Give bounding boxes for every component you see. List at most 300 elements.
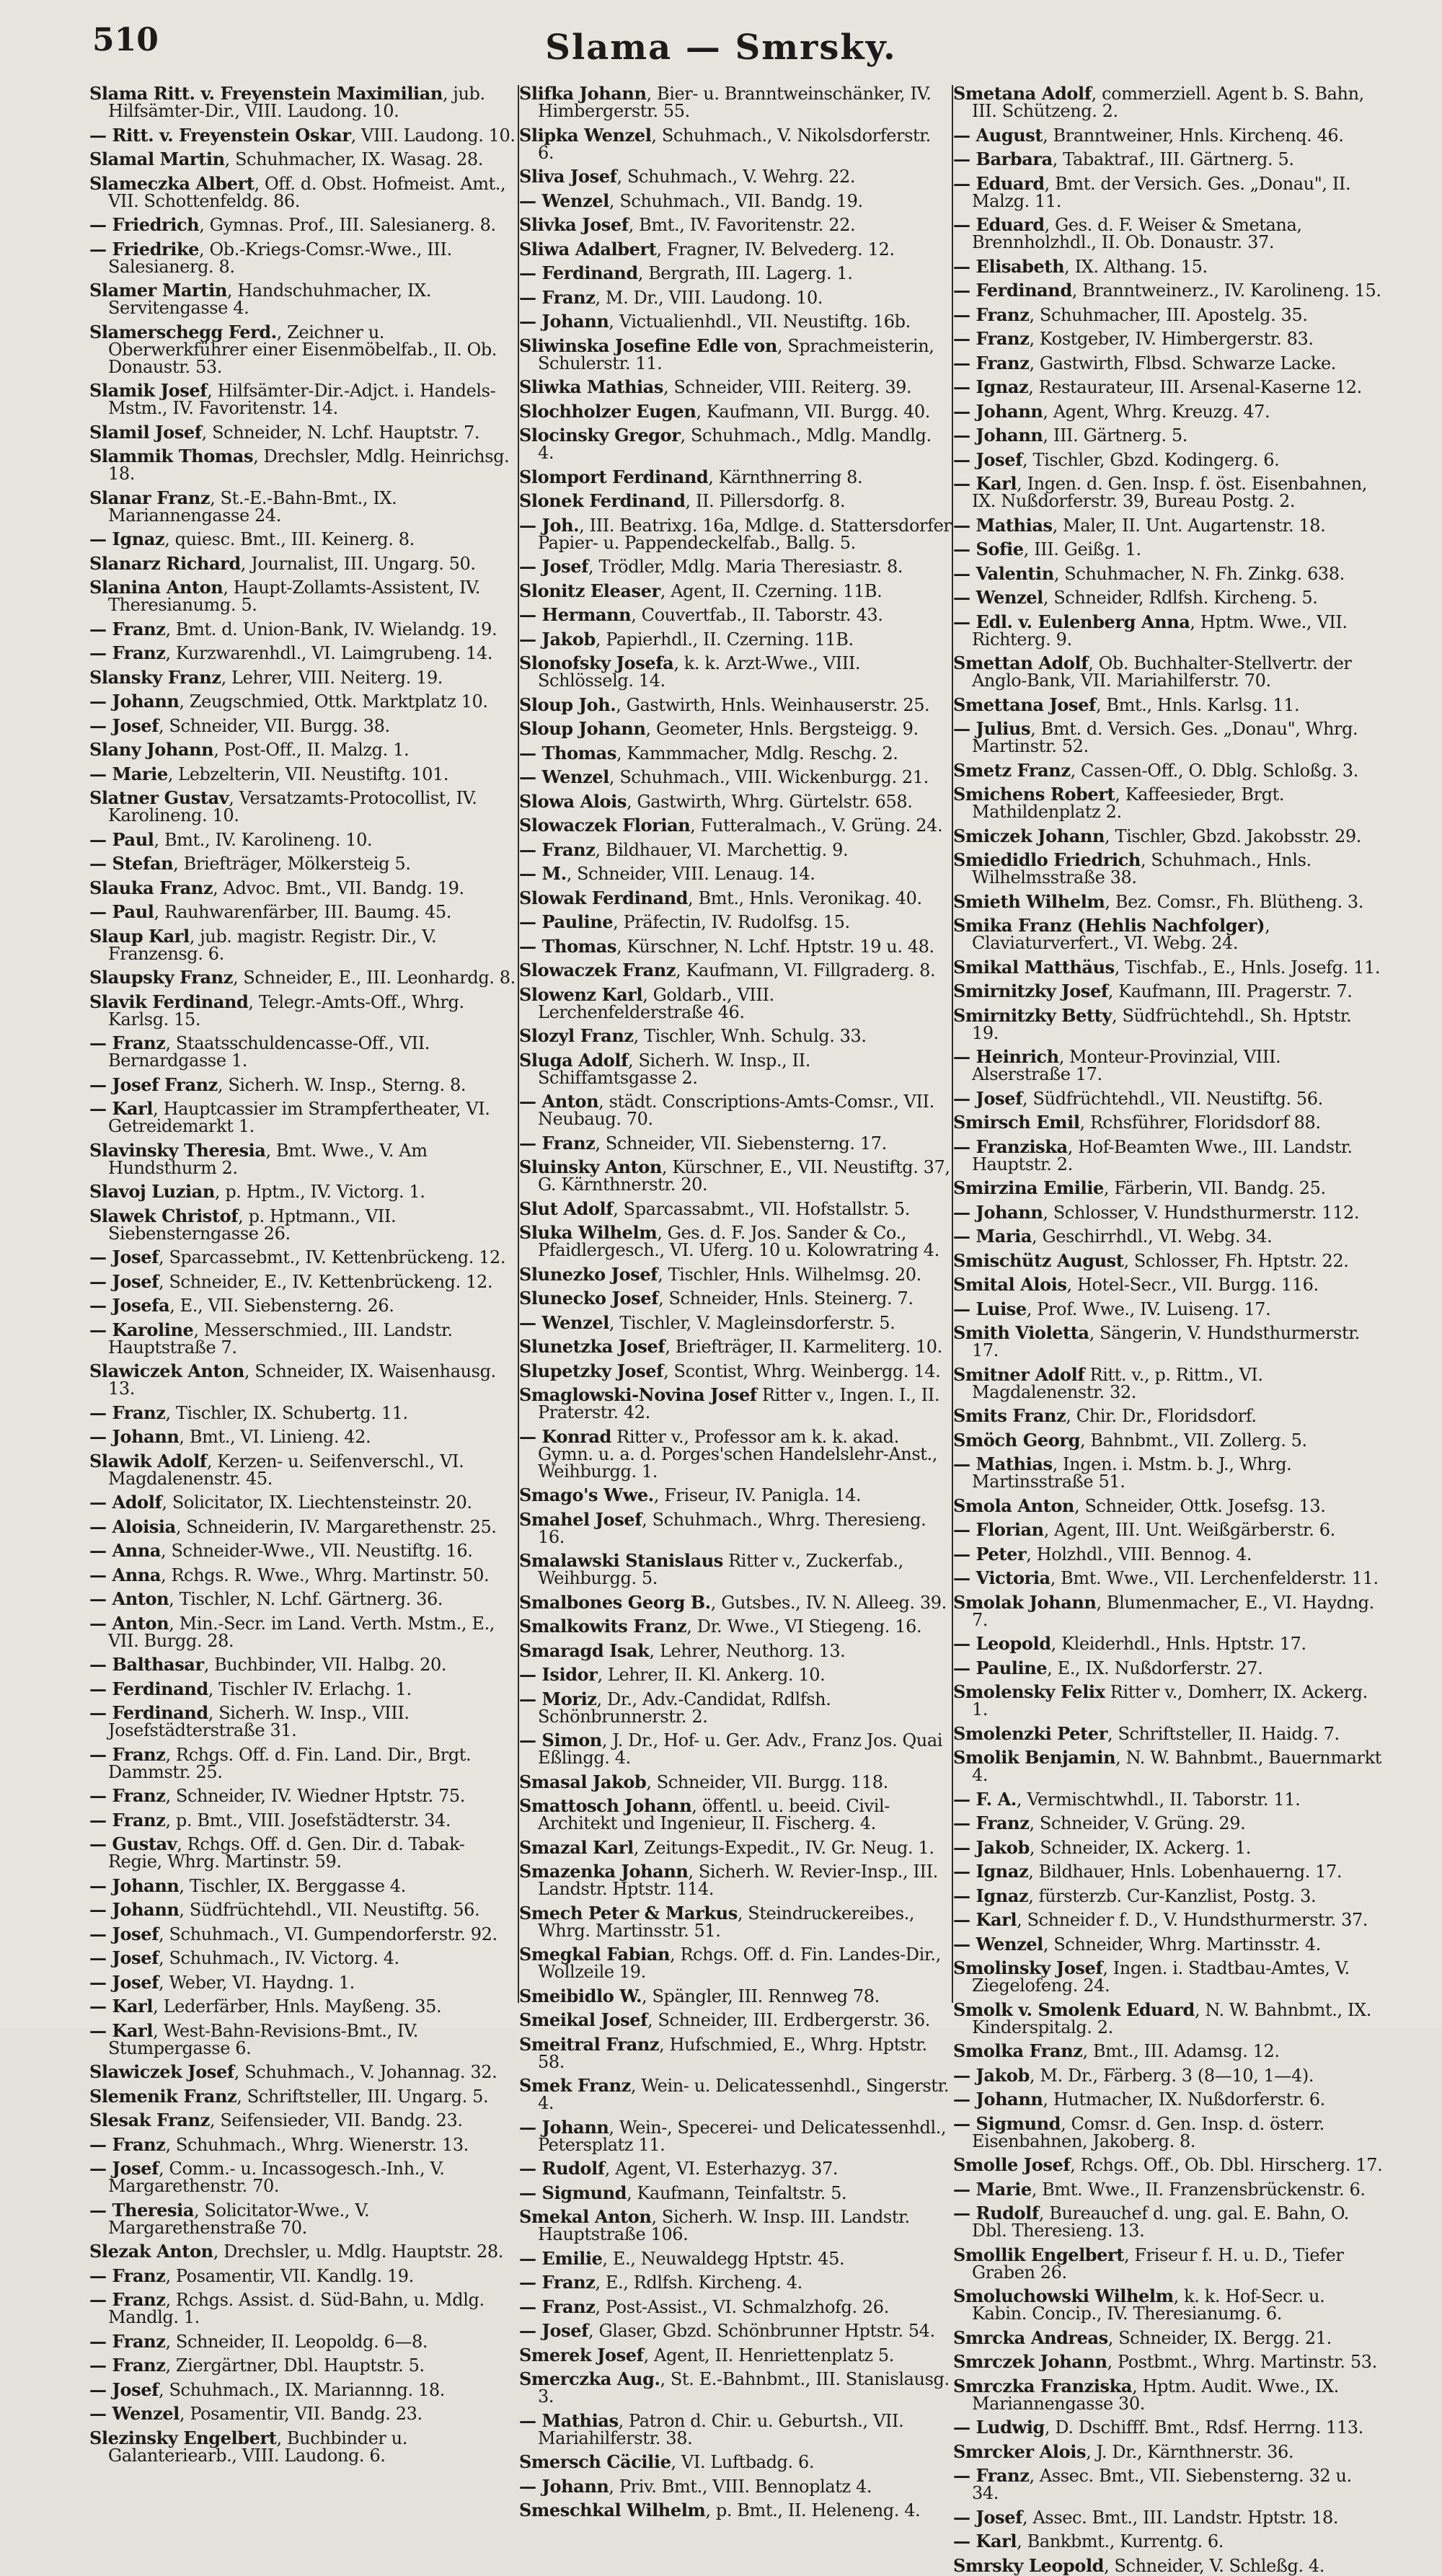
- entry-details: , Rchsführer, Floridsdorf 88.: [1079, 1112, 1321, 1133]
- entry-name: — Karl: [89, 2019, 154, 2041]
- directory-entry: [519, 913, 952, 931]
- directory-entry: [953, 1276, 1383, 1293]
- entry-details: , J. Dr., Hof- u. Ger. Adv., Franz Jos. Quai Eßlingg. 4.: [538, 1730, 943, 1768]
- entry-name: — Rudolf: [519, 2158, 605, 2179]
- entry-details: , Solicitator, IX. Liechtensteinstr. 20.: [162, 1492, 472, 1513]
- entry-details: , Kaufmann, III. Pragerstr. 7.: [1107, 981, 1353, 1001]
- directory-entry: [89, 1877, 516, 1895]
- entry-name: — Anton: [89, 1588, 169, 1609]
- directory-entry: [519, 1093, 952, 1128]
- directory-entry: [953, 562, 1383, 584]
- directory-entry: [519, 1985, 952, 2006]
- entry-details: , Schneider, E., IV. Kettenbrückeng. 12.: [159, 1271, 493, 1292]
- entry-name: — Josef Franz: [89, 1074, 218, 1095]
- entry-name: — F. A.: [953, 1788, 1017, 1810]
- entry-name: — Ferdinand: [519, 262, 638, 283]
- entry-details: , Schuhmach., VI. Gumpendorferstr. 92.: [159, 1924, 497, 1944]
- directory-entry: [89, 2427, 516, 2466]
- entry-details: , Rchgs. Off., Ob. Dbl. Hirscherg. 17.: [1070, 2155, 1383, 2175]
- directory-entry: [89, 855, 516, 872]
- directory-entry: [89, 1205, 516, 1244]
- entry-name: Slanina Anton: [89, 577, 224, 598]
- directory-entry: [953, 1863, 1383, 1880]
- entry-details: , Sicherh. W. Insp., VIII. Josefstädterstraße 31.: [108, 1703, 410, 1740]
- directory-entry: [953, 2091, 1383, 2108]
- directory-entry: [519, 1666, 952, 1683]
- directory-entry: [89, 828, 516, 850]
- directory-entry: [953, 1635, 1383, 1652]
- entry-details: , Blumenmacher, E., VI. Haydng. 7.: [972, 1592, 1374, 1630]
- entry-name: Slanarz Richard: [89, 552, 241, 574]
- directory-entry: [89, 321, 516, 377]
- entry-details: , Schuhmach., V. Johannag. 32.: [234, 2062, 497, 2082]
- entry-name: Slameczka Albert: [89, 172, 255, 194]
- entry-details: , Schneider, II. Leopoldg. 6—8.: [165, 2331, 428, 2352]
- entry-name: — Friedrich: [89, 214, 200, 235]
- directory-entry: [519, 1902, 952, 1941]
- entry-details: , Friseur, IV. Panigla. 14.: [653, 1485, 862, 1505]
- entry-name: Slezak Anton: [89, 2241, 213, 2262]
- entry-details: , Bmt. d. Versich. Ges. „Donau", Whrg. Martinstr. 52.: [972, 719, 1358, 756]
- entry-name: — Pauline: [519, 911, 614, 932]
- entry-details: , Rchgs. R. Wwe., Whrg. Martinstr. 50.: [161, 1564, 490, 1585]
- entry-details: , Claviaturverfert., VI. Webg. 24.: [972, 916, 1270, 953]
- directory-entry: [89, 1139, 516, 1178]
- entry-details: , VI. Luftbadg. 6.: [671, 2452, 815, 2472]
- entry-details: , Briefträger, Mölkersteig 5.: [173, 854, 411, 874]
- entry-details: , Schneider, VII. Burgg. 38.: [159, 715, 390, 736]
- directory-entry: [953, 2205, 1383, 2239]
- directory-entry: [953, 2178, 1383, 2200]
- entry-details: , Briefträger, II. Karmeliterg. 10.: [665, 1337, 942, 1357]
- entry-details: , p. Hptm., IV. Victorg. 1.: [214, 1182, 425, 1202]
- directory-entry: [89, 1949, 516, 1967]
- entry-details: , Steindruckereibes., Whrg. Martinsstr. 51.: [538, 1903, 915, 1941]
- directory-entry: [953, 282, 1383, 299]
- entry-name: — Emilie: [519, 2247, 603, 2269]
- entry-name: Smalbones Georg B.: [519, 1591, 711, 1613]
- entry-name: Smrczka Franziska: [953, 2375, 1133, 2396]
- entry-name: Slowak Ferdinand: [519, 887, 689, 908]
- entry-name: — Florian: [953, 1519, 1044, 1540]
- entry-details: , Ingen. i. Stadtbau-Amtes, V. Ziegelofeng. 24.: [972, 1958, 1350, 1996]
- directory-entry: [953, 2506, 1383, 2528]
- entry-details: , Postbmt., Whrg. Martinstr. 53.: [1107, 2352, 1377, 2372]
- entry-details: , Comsr. d. Gen. Insp. d. österr. Eisenbahnen, Jakoberg. 8.: [972, 2113, 1324, 2151]
- entry-name: Slocinsky Gregor: [519, 425, 681, 446]
- entry-name: — Karoline: [89, 1319, 194, 1340]
- entry-name: Smettan Adolf: [953, 652, 1089, 673]
- directory-entry: [89, 903, 516, 921]
- directory-entry: [89, 618, 516, 639]
- directory-entry: [89, 1998, 516, 2015]
- entry-name: — Franz: [519, 838, 596, 860]
- entry-name: Slavinsky Theresia: [89, 1139, 266, 1161]
- directory-entry: [89, 1787, 516, 1805]
- directory-entry: [519, 1797, 952, 1832]
- entry-details: , Schneider f. D., V. Hundsthurmerstr. 37.: [1017, 1910, 1368, 1930]
- directory-entry: [953, 2533, 1383, 2550]
- entry-name: Smith Violetta: [953, 1322, 1089, 1343]
- entry-details: , Bez. Comsr., Fh. Blütheng. 3.: [1105, 891, 1364, 912]
- entry-details: , Fragner, IV. Belvederg. 12.: [656, 239, 895, 260]
- entry-name: — Josef: [953, 2506, 1023, 2528]
- entry-name: Smöch Georg: [953, 1429, 1080, 1451]
- directory-entry: [89, 1743, 516, 1782]
- directory-entry: [519, 124, 952, 163]
- entry-details: , Bmt., Hnls. Veronikag. 40.: [688, 888, 922, 908]
- entry-name: Smettana Josef: [953, 694, 1096, 715]
- entry-details: , Gastwirth, Whrg. Gürtelstr. 658.: [627, 791, 913, 812]
- entry-name: — Josef: [89, 1270, 159, 1292]
- entry-name: Smago's Wwe.: [519, 1484, 654, 1505]
- entry-name: Slesak Franz: [89, 2110, 210, 2130]
- directory-entry: [519, 1360, 952, 1381]
- entry-name: — Mathias: [953, 1453, 1053, 1474]
- entry-details: , Wein- u. Delicatessenhdl., Singerstr. 4.: [538, 2076, 950, 2113]
- entry-name: Sliwinska Josefine Edle von: [519, 335, 777, 356]
- entry-details: , Zeitungs-Expedit., IV. Gr. Neug. 1.: [633, 1837, 934, 1858]
- directory-entry: [519, 85, 952, 120]
- directory-entry: [519, 628, 952, 650]
- directory-entry: [89, 1494, 516, 1511]
- directory-entry: [89, 877, 516, 898]
- entry-name: — Joh.: [519, 514, 580, 536]
- entry-name: — Johann: [89, 1426, 180, 1447]
- entry-name: — Stefan: [89, 853, 174, 874]
- entry-details: , Bergrath, III. Lagerg. 1.: [637, 263, 853, 283]
- entry-details: , Schneider, IX. Waisenhausg. 13.: [108, 1361, 496, 1399]
- directory-entry: [953, 1933, 1383, 1955]
- entry-name: Slama Ritt. v. Freyenstein Maximilian: [89, 83, 443, 104]
- directory-entry: [519, 1688, 952, 1727]
- entry-name: — Ignaz: [953, 376, 1029, 397]
- entry-details: Ritt. v., p. Rittm., VI. Magdalenenstr. 32.: [972, 1364, 1263, 1402]
- entry-details: , Dr. Wwe., VI Stiegeng. 16.: [686, 1616, 922, 1637]
- directory-entry: [89, 448, 516, 482]
- directory-entry: [953, 2112, 1383, 2151]
- directory-entry: [519, 580, 952, 601]
- entry-details: , Prof. Wwe., IV. Luiseng. 17.: [1026, 1298, 1271, 1319]
- entry-name: — Johann: [953, 400, 1043, 422]
- entry-name: — Eduard: [953, 172, 1045, 194]
- directory-entry: [519, 1484, 952, 1505]
- directory-entry: [519, 427, 952, 461]
- entry-name: — Josef: [953, 448, 1023, 470]
- entry-name: Smasal Jakob: [519, 1771, 647, 1792]
- entry-name: — Josef: [89, 1971, 159, 1993]
- entry-details: , Lehrer, II. Kl. Ankerg. 10.: [597, 1665, 826, 1685]
- directory-entry: [953, 216, 1383, 251]
- entry-name: — Maria: [953, 1226, 1032, 1247]
- directory-entry: [953, 1004, 1383, 1043]
- entry-details: Ritter v., Professor am k. k. akad. Gymn. u. a. d. Porges'schen Handelslehr-Anst., Weihburgg. 1.: [538, 1426, 937, 1482]
- entry-name: — Mathias: [953, 514, 1053, 536]
- entry-name: — Josefa: [89, 1295, 170, 1316]
- directory-entry: [519, 983, 952, 1022]
- entry-details: , Posamentir, VII. Kandlg. 19.: [165, 2265, 414, 2286]
- directory-entry: [953, 1407, 1383, 1425]
- directory-entry: [89, 2267, 516, 2285]
- entry-details: , Hufschmied, E., Whrg. Hptstr. 58.: [538, 2034, 927, 2072]
- directory-entry: [953, 1363, 1383, 1402]
- entry-name: — Karl: [89, 1996, 154, 2017]
- entry-name: Smeikal Josef: [519, 2009, 648, 2030]
- entry-name: Smeibidlo W.: [519, 1985, 642, 2006]
- entry-details: , Telegr.-Amts-Off., Whrg. Karlsg. 15.: [108, 991, 464, 1030]
- entry-name: — Barbara: [953, 149, 1053, 169]
- entry-name: — Eduard: [953, 214, 1045, 235]
- entry-details: , Sängerin, V. Hundsthurmerstr. 17.: [972, 1323, 1360, 1360]
- directory-entry: [519, 2344, 952, 2365]
- entry-details: , Rchgs. Off. d. Fin. Land. Dir., Brgt. Dammstr. 25.: [108, 1744, 472, 1782]
- directory-entry: [519, 1618, 952, 1635]
- entry-name: — Franz: [953, 352, 1030, 373]
- entry-details: , N. W. Bahnbmt., IX. Kinderspitalg. 2.: [972, 1999, 1371, 2037]
- entry-details: , Bmt. Wwe., VII. Lerchenfelderstr. 11.: [1050, 1568, 1379, 1588]
- entry-name: Slammik Thomas: [89, 446, 254, 466]
- entry-name: Slupetzky Josef: [519, 1360, 664, 1381]
- entry-name: — Johann: [89, 691, 180, 712]
- directory-entry: [89, 1809, 516, 1831]
- entry-name: — Anna: [89, 1564, 162, 1585]
- entry-name: — Franz: [89, 2355, 166, 2376]
- directory-entry: [89, 925, 516, 964]
- entry-details: , Kaffeesieder, Brgt. Mathildenplatz 2.: [972, 784, 1285, 822]
- entry-details: , Bmt., III. Adamsg. 12.: [1082, 2041, 1280, 2061]
- entry-details: , Schuhmach., Hnls. Wilhelmsstraße 38.: [972, 850, 1311, 888]
- entry-details: , Kerzen- u. Seifenverschl., VI. Magdalenenstr. 45.: [108, 1451, 464, 1489]
- entry-name: Smazenka Johann: [519, 1861, 689, 1882]
- directory-entry: [89, 1678, 516, 1699]
- directory-entry: [519, 400, 952, 422]
- entry-name: Slowaczek Florian: [519, 815, 691, 836]
- directory-entry: [953, 1201, 1383, 1223]
- entry-name: — Konrad: [519, 1425, 611, 1447]
- entry-details: , Solicitator-Wwe., V. Margarethenstraße 70.: [108, 2200, 370, 2238]
- entry-name: — Jakob: [519, 628, 596, 650]
- directory-entry: [953, 1138, 1383, 1173]
- directory-entry: [89, 666, 516, 688]
- directory-entry: [519, 492, 952, 510]
- entry-name: Smolik Benjamin: [953, 1747, 1116, 1768]
- directory-entry: [519, 2298, 952, 2316]
- directory-entry: [519, 1290, 952, 1307]
- entry-details: , Südfrüchtehdl., VII. Neustiftg. 56.: [1022, 1088, 1323, 1109]
- entry-name: — Wenzel: [519, 766, 609, 787]
- entry-details: , Sicherh. W. Revier-Insp., III. Landstr. Hptstr. 114.: [538, 1862, 938, 1899]
- entry-details: , Schneider, Whrg. Martinsstr. 4.: [1043, 1934, 1321, 1955]
- entry-name: — Josef: [519, 556, 589, 577]
- entry-details: , Ingen. d. Gen. Insp. f. öst. Eisenbahnen, IX. Nußdorferstr. 39, Bureau Postg. 2.: [972, 474, 1368, 511]
- entry-details: , M. Dr., Färberg. 3 (8—10, 1—4).: [1029, 2065, 1314, 2086]
- directory-entry: [89, 1100, 516, 1135]
- directory-entry: [953, 2554, 1383, 2576]
- entry-details: , Tischler, IX. Schubertg. 11.: [165, 1402, 408, 1423]
- entry-details: , Schuhmach., Mdlg. Mandlg. 4.: [538, 425, 932, 463]
- directory-entry: [89, 421, 516, 443]
- entry-details: , Handschuhmacher, IX. Servitengasse 4.: [108, 280, 431, 318]
- entry-details: , Trödler, Mdlg. Maria Theresiastr. 8.: [588, 557, 903, 577]
- entry-name: — Sigmund: [953, 2112, 1061, 2134]
- directory-entry: [953, 917, 1383, 952]
- entry-name: Slezinsky Engelbert: [89, 2427, 277, 2448]
- entry-name: Smaragd Isak: [519, 1639, 650, 1661]
- entry-details: , commerziell. Agent b. S. Bahn, III. Schützeng. 2.: [972, 84, 1364, 121]
- directory-entry: [89, 85, 516, 120]
- entry-name: — Franz: [519, 2296, 596, 2317]
- entry-details: , quiesc. Bmt., III. Keinerg. 8.: [164, 529, 415, 549]
- entry-details: , Schuhmach., VII. Bandg. 19.: [609, 190, 863, 211]
- entry-details: , Sicherh. W. Insp., Sterng. 8.: [217, 1074, 466, 1095]
- directory-entry: [953, 448, 1383, 470]
- entry-details: , Gastwirth, Flbsd. Schwarze Lacke.: [1029, 353, 1337, 373]
- directory-entry: [953, 1957, 1383, 1996]
- entry-details: , Bmt., IV. Favoritenstr. 22.: [628, 215, 856, 235]
- entry-details: , Kaufmann, VII. Burgg. 40.: [696, 401, 930, 422]
- directory-entry: [953, 652, 1383, 691]
- entry-name: — Josef: [519, 2320, 589, 2341]
- directory-entry: [953, 1657, 1383, 1678]
- entry-name: Smikal Matthäus: [953, 956, 1115, 978]
- directory-entry: [953, 151, 1383, 168]
- entry-details: , Schuhmach., Whrg. Wienerstr. 13.: [165, 2134, 469, 2155]
- entry-details: , Buchbinder u. Galanteriearb., VIII. Laudong. 6.: [108, 2427, 407, 2466]
- directory-entry: [519, 1946, 952, 1980]
- entry-details: , Schneider, IX. Ackerg. 1.: [1029, 1837, 1252, 1858]
- entry-name: — Franz: [953, 328, 1030, 349]
- entry-name: Slawiczek Josef: [89, 2061, 234, 2082]
- entry-name: Smeitral Franz: [519, 2033, 660, 2055]
- entry-name: Smaglowski-Novina Josef: [519, 1384, 757, 1405]
- entry-details: , Sparcassabmt., VII. Hofstallstr. 5.: [613, 1198, 910, 1219]
- directory-entry: [519, 962, 952, 979]
- entry-name: Smerek Josef: [519, 2344, 644, 2365]
- directory-entry: [519, 1863, 952, 1898]
- column-3: [953, 83, 1383, 2576]
- entry-details: , E., IX. Nußdorferstr. 27.: [1047, 1657, 1263, 1678]
- entry-details: , Messerschmied., III. Landstr. Hauptstraße 7.: [108, 1319, 453, 1358]
- entry-name: — Franz: [89, 1809, 166, 1831]
- entry-details: , Hilfsämter-Dir.-Adjct. i. Handels-Mstm., IV. Favoritenstr. 14.: [108, 381, 496, 418]
- directory-entry: [519, 2322, 952, 2340]
- directory-entry: [519, 1200, 952, 1218]
- directory-entry: [519, 1132, 952, 1154]
- entry-details: , Hauptcassier im Strampfertheater, VI. Getreidemarkt 1.: [108, 1099, 490, 1136]
- entry-details: , Färberin, VII. Bandg. 25.: [1103, 1178, 1326, 1198]
- entry-name: — Johann: [953, 425, 1043, 446]
- entry-details: , Geschirrhdl., VI. Webg. 34.: [1032, 1226, 1273, 1247]
- entry-name: — Leopold: [953, 1633, 1051, 1654]
- entry-name: — Anna: [89, 1540, 162, 1561]
- entry-details: , J. Dr., Kärnthnerstr. 36.: [1086, 2441, 1294, 2462]
- entry-name: — Elisabeth: [953, 255, 1065, 277]
- directory-entry: [89, 714, 516, 736]
- entry-name: — Josef: [89, 1923, 159, 1944]
- entry-details: , IX. Althang. 15.: [1064, 256, 1208, 277]
- entry-name: — Wenzel: [953, 587, 1043, 608]
- entry-name: — Wenzel: [89, 2403, 180, 2424]
- entry-name: Slowaczek Franz: [519, 960, 676, 981]
- entry-details: , E., Neuwaldegg Hptstr. 45.: [602, 2248, 845, 2269]
- entry-details: , Bmt. der Versich. Ges. „Donau", II. Malzg. 11.: [972, 173, 1351, 211]
- directory-entry: [953, 786, 1383, 820]
- entry-name: Slozyl Franz: [519, 1025, 634, 1046]
- directory-entry: [89, 282, 516, 317]
- entry-name: — Pauline: [953, 1657, 1048, 1678]
- entry-details: , Bmt. Wwe., V. Am Hundsthurm 2.: [108, 1140, 428, 1178]
- directory-entry: [89, 763, 516, 784]
- entry-name: Sliwka Mathias: [519, 376, 663, 397]
- entry-name: Slawik Adolf: [89, 1450, 207, 1471]
- entry-name: — Johann: [953, 1201, 1043, 1223]
- directory-entry: [519, 337, 952, 372]
- entry-details: , Rchgs. Off. d. Gen. Dir. d. Tabak-Regie, Whrg. Martinstr. 59.: [108, 1834, 465, 1872]
- entry-details: , III. Geißg. 1.: [1023, 539, 1141, 559]
- entry-details: , Kürschner, E., VII. Neustiftg. 37, G. Kärnthnerstr. 20.: [538, 1157, 950, 1195]
- entry-name: — Johann: [89, 1899, 180, 1920]
- directory-entry: [519, 2502, 952, 2519]
- entry-details: , Schriftsteller, III. Ungarg. 5.: [236, 2086, 489, 2107]
- entry-name: Smichens Robert: [953, 784, 1115, 805]
- entry-name: — Hermann: [519, 604, 632, 625]
- entry-name: Smazal Karl: [519, 1836, 634, 1858]
- entry-name: Smrcka Andreas: [953, 2327, 1108, 2348]
- entry-details: , Drechsler, u. Mdlg. Hauptstr. 28.: [213, 2241, 503, 2262]
- entry-details: , Dr., Adv.-Candidat, Rdlfsh. Schönbrunnerstr. 2.: [538, 1688, 831, 1727]
- entry-name: Slut Adolf: [519, 1198, 614, 1219]
- entry-details: , D. Dschifff. Bmt., Rdsf. Herrng. 113.: [1044, 2417, 1363, 2438]
- entry-details: , Sicherh. W. Insp., II. Schiffamtsgasse 2.: [538, 1050, 810, 1088]
- directory-entry: [953, 2244, 1383, 2283]
- directory-entry: [519, 216, 952, 234]
- directory-entry: [519, 2116, 952, 2155]
- entry-name: — Franz: [89, 2289, 166, 2310]
- entry-details: , Kaufmann, Teinfaltstr. 5.: [627, 2182, 847, 2203]
- entry-details: , städt. Conscriptions-Amts-Comsr., VII. Neubaug. 70.: [538, 1092, 934, 1129]
- directory-entry: [953, 1048, 1383, 1083]
- entry-details: , Glaser, Gbzd. Schönbrunner Hptstr. 54.: [588, 2321, 935, 2341]
- directory-entry: [89, 172, 516, 211]
- entry-name: Slowenz Karl: [519, 983, 643, 1005]
- entry-details: , p. Bmt., II. Heleneng. 4.: [705, 2500, 921, 2520]
- entry-name: Sluka Wilhelm: [519, 1222, 658, 1243]
- directory-entry: [89, 1319, 516, 1358]
- entry-details: , Ges. d. F. Jos. Sander & Co., Pfaidlergesch., VI. Uferg. 10 u. Kolowratring 4.: [538, 1223, 939, 1260]
- directory-entry: [953, 1324, 1383, 1359]
- entry-details: , Kostgeber, IV. Himbergerstr. 83.: [1029, 329, 1314, 349]
- entry-details: , Hof-Beamten Wwe., III. Landstr. Hauptstr. 2.: [972, 1136, 1353, 1174]
- directory-entry: [519, 652, 952, 691]
- entry-name: Smrsky Leopold: [953, 2554, 1105, 2576]
- entry-name: — Balthasar: [89, 1654, 204, 1675]
- directory-entry: [953, 1453, 1383, 1492]
- entry-name: Smolle Josef: [953, 2154, 1071, 2175]
- entry-name: Slamerschegg Ferd.: [89, 321, 277, 342]
- entry-details: , Kammmacher, Mdlg. Reschg. 2.: [616, 743, 898, 763]
- directory-entry: [89, 789, 516, 824]
- entry-details: , Sprachmeisterin, Schulerstr. 11.: [538, 335, 934, 373]
- entry-details: , Schneider, IX. Bergg. 21.: [1107, 2327, 1332, 2348]
- entry-name: — Simon: [519, 1730, 602, 1750]
- entry-name: — Johann: [519, 311, 609, 332]
- entry-name: Slaup Karl: [89, 925, 190, 947]
- entry-name: — Josef: [89, 1947, 159, 1968]
- directory-entry: [519, 1311, 952, 1333]
- entry-name: — Thomas: [519, 935, 616, 957]
- entry-name: — Ignaz: [953, 1861, 1029, 1882]
- entry-details: , III. Beatrixg. 16a, Mdlge. d. Stattersdorfer Papier- u. Pappendeckelfab., Ballg. 5.: [538, 515, 952, 553]
